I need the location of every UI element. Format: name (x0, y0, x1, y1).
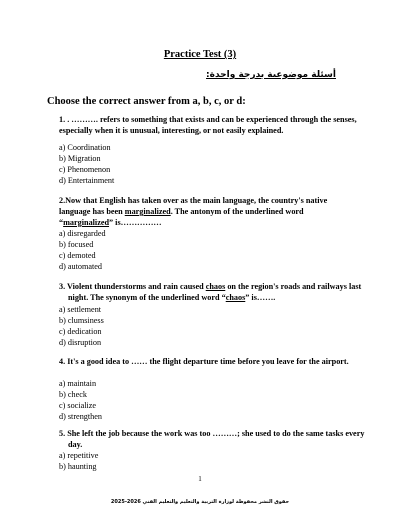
option-b: b) focused (59, 240, 94, 250)
question-1 (59, 114, 359, 136)
option-c: c) Phenomenon (59, 165, 111, 175)
underlined-word: marginalized (124, 207, 171, 216)
question-3-text: 3. Violent thunderstorms and rain caused (59, 282, 206, 291)
option-d: d) strengthen (59, 412, 102, 422)
question-5 (59, 428, 368, 450)
option-a: a) settlement (59, 305, 102, 314)
question-3-text-cont: on the region's roads and railways last night. The synonym of the underlined word “ (68, 282, 362, 302)
option-b: b) haunting (59, 462, 97, 472)
page-title: Practice Test (3) (163, 49, 237, 60)
option-b: b) Migration (59, 154, 101, 164)
question-2-options (59, 228, 106, 272)
question-4 (59, 356, 359, 367)
option-a: a) Coordination (59, 143, 111, 152)
option-a: a) disregarded (59, 229, 106, 238)
question-4-text: 4. It's a good idea to …… the flight departure time before you leave for the airport. (59, 357, 349, 366)
question-3 (59, 281, 368, 303)
question-1-options (59, 142, 114, 186)
arabic-section-heading: أسئلة موضوعية بدرجة واحدة: (206, 70, 336, 80)
instruction-text: Choose the correct answer from a, b, c, or d: (47, 96, 246, 107)
question-4-options (59, 378, 102, 422)
question-5-text: 5. She left the job because the work was too ………; she used to do the same tasks every day. (59, 429, 365, 449)
option-c: c) socialize (59, 401, 97, 411)
question-2-text: 2.Now that English has taken over as the main language, the country's native language has been (59, 196, 328, 216)
option-c: c) demoted (59, 251, 96, 261)
option-d: d) automated (59, 262, 102, 272)
question-3-text-end: ” is……. (245, 293, 276, 302)
question-2-text-cont: . The antonym of the underlined word “ (59, 207, 304, 227)
option-d: d) Entertainment (59, 176, 115, 186)
question-2-text-end: ” is…………… (109, 218, 162, 227)
option-a: a) repetitive (59, 451, 99, 460)
underlined-word: chaos (225, 293, 246, 302)
option-d: d) disruption (59, 338, 102, 348)
option-b: b) check (59, 390, 87, 400)
question-3-options (59, 304, 104, 348)
copyright-footer: حقوق النشر محفوظة لوزارة التربية والتعليم والتعليم الفني 2026-2025 (110, 499, 290, 505)
question-2 (59, 195, 359, 228)
page-number: 1 (198, 475, 202, 483)
question-1-text: 1. . ………. refers to something that exists and can be experienced through the senses, especially when it is unusual, interesting, or not easily explained. (59, 115, 357, 135)
underlined-word: marginalized (63, 218, 110, 227)
question-5-options (59, 450, 98, 472)
option-b: b) clumsiness (59, 316, 104, 326)
option-a: a) maintain (59, 379, 97, 388)
option-c: c) dedication (59, 327, 102, 337)
underlined-word: chaos (205, 282, 226, 291)
